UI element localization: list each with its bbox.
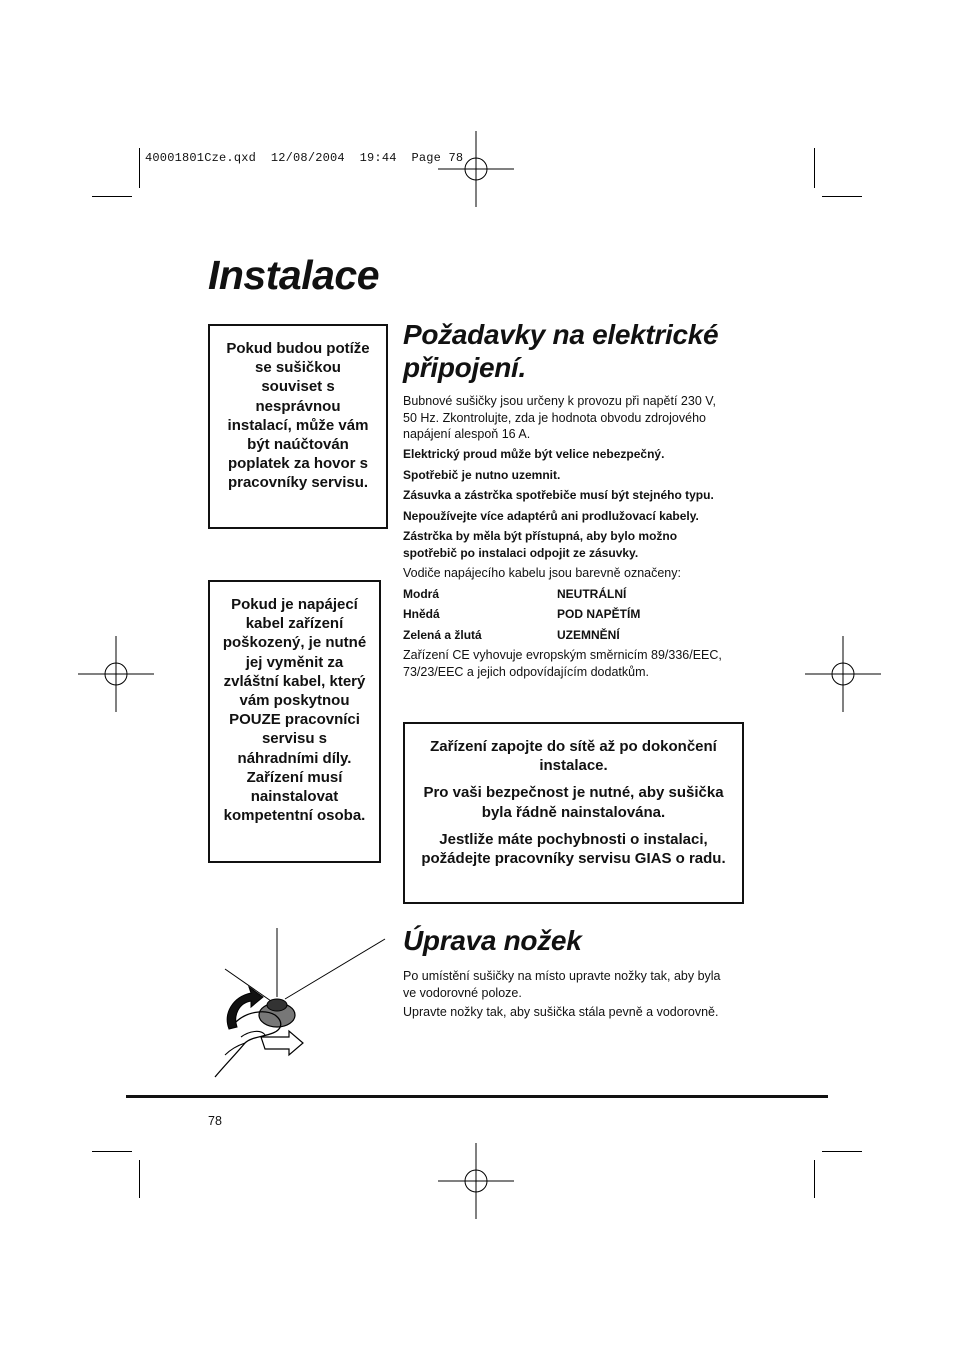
wire-row — [403, 606, 748, 623]
crop-mark — [139, 148, 140, 188]
wire-meaning: NEUTRÁLNÍ — [557, 587, 627, 601]
registration-mark-icon — [438, 1143, 514, 1219]
crop-mark — [814, 148, 815, 188]
page-number: 78 — [208, 1114, 222, 1128]
electrical-intro: Bubnové sušičky jsou určeny k provozu při napětí 230 V, 50 Hz. Zkontrolujte, zda je hodnota obvodu zdrojového napájení alespoň 16 A. — [403, 394, 716, 441]
feet-instruction: Po umístění sušičky na místo upravte nožky tak, aby byla ve vodorovné poloze. — [403, 969, 721, 1000]
feet-instruction: Upravte nožky tak, aby sušička stála pevně a vodorovně. — [403, 1005, 719, 1019]
warning-line: Spotřebič je nutno uzemnit. — [403, 468, 561, 482]
wire-row — [403, 586, 748, 603]
notice-text: Jestliže máte pochybnosti o instalaci, požádejte pracovníky servisu GIAS o radu. — [421, 830, 726, 868]
wire-color: Zelená a žlutá — [403, 628, 482, 642]
page-title: Instalace — [208, 252, 379, 298]
registration-mark-icon — [805, 636, 881, 712]
wires-intro: Vodiče napájecího kabelu jsou barevně označeny: — [403, 566, 681, 580]
crop-mark — [92, 196, 132, 197]
installation-notice-box — [403, 722, 744, 904]
notice-text: Pro vaši bezpečnost je nutné, aby sušička byla řádně nainstalována. — [423, 784, 724, 821]
warning-line: Zásuvka a zástrčka spotřebiče musí být stejného typu. — [403, 488, 714, 502]
sidebar-cable-text: Pokud je napájecí kabel zařízení poškozený, je nutné jej vyměnit za zvláštní kabel, který vám poskytnou POUZE pracovníci servisu s náhradními díly. Zařízení musí nainstalovat kompetentní osoba. — [222, 596, 367, 825]
sidebar-warning-box — [208, 324, 388, 529]
ce-compliance: Zařízení CE vyhovuje evropským směrnicím 89/336/EEC, 73/23/EEC a jejich odpovídajícím dodatkům. — [403, 648, 722, 679]
sidebar-cable-box — [208, 580, 381, 863]
crop-mark — [814, 1160, 815, 1198]
footer-rule — [126, 1095, 828, 1098]
warning-line: Nepoužívejte více adaptérů ani prodlužovací kabely. — [403, 509, 699, 523]
hand-adjusting-foot-icon — [205, 925, 390, 1085]
crop-mark — [822, 196, 862, 197]
wire-color: Hnědá — [403, 607, 440, 621]
registration-mark-icon — [438, 131, 514, 207]
crop-mark — [822, 1151, 862, 1152]
crop-mark — [92, 1151, 132, 1152]
warning-line: Elektrický proud může být velice nebezpečný. — [403, 447, 665, 461]
section-heading-feet: Úprava nožek — [403, 925, 582, 956]
section-heading-electrical: Požadavky na elektrické připojení. — [403, 319, 719, 383]
wire-row — [403, 627, 748, 644]
print-slug: 40001801Cze.qxd 12/08/2004 19:44 Page 78 — [145, 151, 464, 165]
registration-mark-icon — [78, 636, 154, 712]
wire-meaning: UZEMNĚNÍ — [557, 628, 620, 642]
wire-color: Modrá — [403, 587, 439, 601]
wire-meaning: POD NAPĚTÍM — [557, 607, 641, 621]
notice-text: Zařízení zapojte do sítě až po dokončení instalace. — [430, 738, 717, 775]
crop-mark — [139, 1160, 140, 1198]
warning-line: Zástrčka by měla být přístupná, aby bylo možno spotřebič po instalaci odpojit ze zásuvky. — [403, 529, 678, 560]
sidebar-warning-text: Pokud budou potíže se sušičkou souviset s nesprávnou instalací, může vám být naúčtován poplatek za hovor s pracovníky servisu. — [226, 340, 370, 492]
